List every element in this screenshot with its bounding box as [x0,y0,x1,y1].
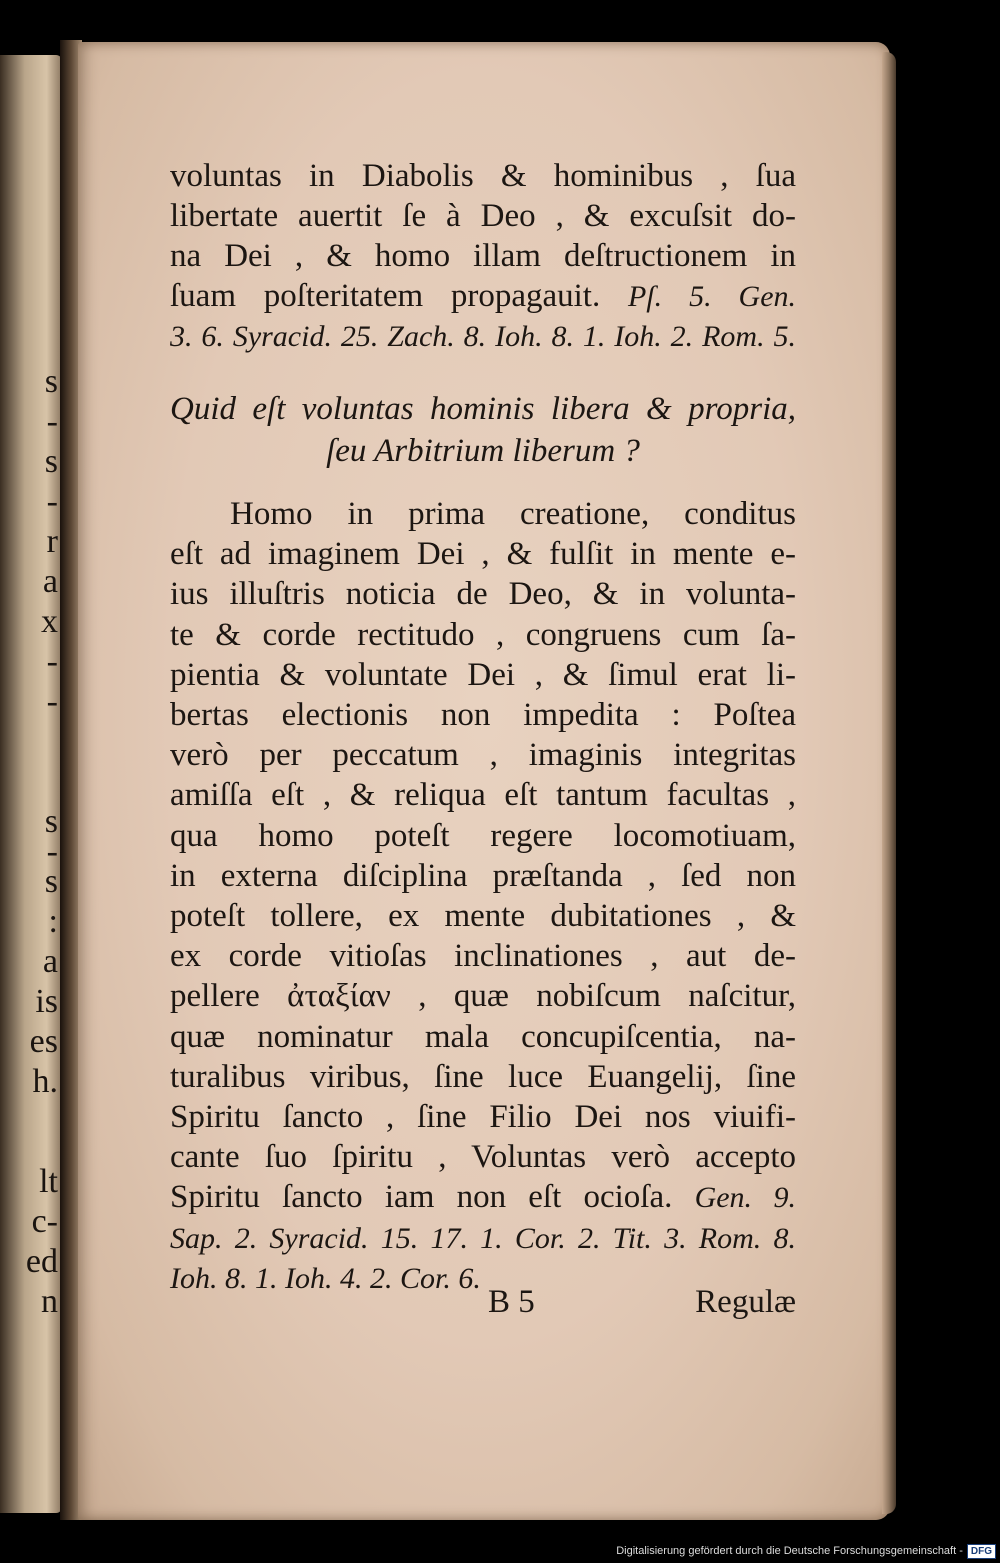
text-line: libertate auertit ſe à Deo , & excuſsit do- [170,198,796,234]
question-line: ſeu Arbitrium liberum ? [326,433,640,469]
text-line: na Dei , & homo illam deſtructionem in [170,238,796,274]
prev-fragment: - [46,833,58,870]
prev-fragment: s [44,863,58,900]
text-line: voluntas in Diabolis & hominibus , ſua [170,158,796,194]
text-line: turalibus viribus, ſine luce Euangelij, ſine [170,1058,796,1095]
signature-mark: B 5 [488,1284,535,1320]
prev-fragment: n [41,1283,58,1320]
prev-fragment: a [42,943,58,980]
text-line: ius illuſtris noticia de Deo, & in volunta- [170,576,796,613]
scripture-reference-line: Sap. 2. Syracid. 15. 17. 1. Cor. 2. Tit. 3. Rom. 8. [170,1221,796,1255]
scripture-reference-line: 3. 6. Syracid. 25. Zach. 8. Ioh. 8. 1. Ioh. 2. Rom. 5. [170,320,796,353]
question-line: Quid eſt voluntas hominis libera & propria, [170,391,796,427]
text-span: Spiritu ſancto iam non eſt ocioſa. [170,1179,673,1216]
text-line: eſt ad imaginem Dei , & fulſit in mente e- [170,536,796,573]
text-line: Spiritu ſancto , ſine Filio Dei nos viuifi- [170,1099,796,1136]
prev-fragment: is [35,983,58,1020]
text-line: ex corde vitioſas inclinationes , aut de- [170,938,796,975]
digitization-credit [616,1541,996,1561]
text-line: cante ſuo ſpiritu , Voluntas verò accepto [170,1139,796,1176]
prev-fragment: a [42,563,58,600]
answer-paragraph [170,494,796,1299]
dfg-logo-icon: DFG [967,1544,996,1559]
top-paragraph [170,156,796,357]
text-line: verò per peccatum , imaginis integritas [170,737,796,774]
prev-fragment: - [46,403,58,440]
text-line: amiſſa eſt , & reliqua eſt tantum facultas , [170,777,796,814]
prev-fragment: - [46,483,58,520]
text-line: bertas electionis non impedita : Poſtea [170,697,796,734]
prev-fragment: h. [32,1063,58,1100]
prev-fragment: ed [25,1243,58,1280]
text-line: pientia & voluntate Dei , & ſimul erat li- [170,656,796,693]
scripture-reference: Gen. 9. [694,1181,797,1215]
prev-fragment: - [46,643,58,680]
prev-fragment: s [44,443,58,480]
book-page [78,42,890,1520]
prev-fragment: x [41,603,58,640]
text-line: in externa diſciplina præſtanda , ſed non [170,857,796,894]
text-span: ſuam poſteritatem propagauit. [170,278,601,314]
prev-fragment: - [46,683,58,720]
credit-text: Digitalisierung gefördert durch die Deutsche Forschungsgemeinschaft - [616,1545,963,1557]
page-fore-edge [882,52,896,1514]
text-line: Homo in prima creatione, conditus [230,496,796,532]
catchword: Regulæ [695,1284,796,1320]
text-line [170,1177,796,1218]
previous-page-fragments [0,55,62,1513]
prev-fragment: s [44,363,58,400]
prev-fragment: r [46,523,58,560]
prev-fragment: es [29,1023,58,1060]
text-line: pellere ἀταξίαν , quæ nobiſcum naſcitur, [170,978,796,1015]
text-line: poteſt tollere, ex mente dubitationes , & [170,898,796,935]
prev-fragment: c- [31,1203,58,1240]
text-line: quæ nominatur mala concupiſcentia, na- [170,1018,796,1055]
scripture-reference-line: Ioh. 8. 1. Ioh. 4. 2. Cor. 6. [170,1261,481,1295]
text-line: te & corde rectitudo , congruens cum ſa- [170,616,796,653]
prev-fragment: : [48,903,58,940]
prev-fragment: s [44,803,58,840]
previous-page-edge [0,55,62,1513]
scripture-reference: Pſ. 5. Gen. [627,280,797,313]
prev-fragment: lt [39,1163,58,1200]
text-line: qua homo poteſt regere locomotiuam, [170,817,796,854]
question-heading [170,388,796,472]
text-line [170,276,796,317]
